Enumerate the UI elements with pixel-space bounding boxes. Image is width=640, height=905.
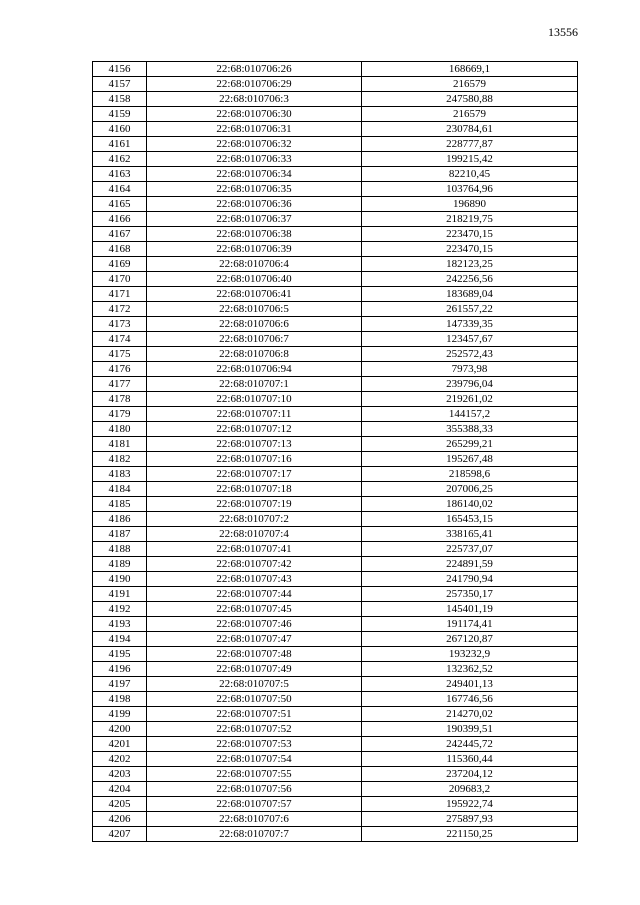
row-number-cell: 4193 <box>93 617 147 632</box>
table-row <box>93 767 578 782</box>
cadastral-value-cell: 193232,9 <box>362 647 578 662</box>
cadastral-value-cell: 230784,61 <box>362 122 578 137</box>
cadastral-value-cell: 225737,07 <box>362 542 578 557</box>
cadastral-value-cell: 242445,72 <box>362 737 578 752</box>
table-row <box>93 77 578 92</box>
cadastral-number-cell: 22:68:010706:32 <box>147 137 362 152</box>
table-row <box>93 302 578 317</box>
table-row <box>93 227 578 242</box>
row-number-cell: 4159 <box>93 107 147 122</box>
cadastral-number-cell: 22:68:010707:55 <box>147 767 362 782</box>
row-number-cell: 4192 <box>93 602 147 617</box>
table-row <box>93 62 578 77</box>
cadastral-number-cell: 22:68:010707:17 <box>147 467 362 482</box>
row-number-cell: 4196 <box>93 662 147 677</box>
table-row <box>93 782 578 797</box>
cadastral-number-cell: 22:68:010707:4 <box>147 527 362 542</box>
row-number-cell: 4177 <box>93 377 147 392</box>
row-number-cell: 4197 <box>93 677 147 692</box>
cadastral-value-cell: 221150,25 <box>362 827 578 842</box>
cadastral-number-cell: 22:68:010706:3 <box>147 92 362 107</box>
cadastral-number-cell: 22:68:010707:10 <box>147 392 362 407</box>
cadastral-value-cell: 196890 <box>362 197 578 212</box>
table-row <box>93 167 578 182</box>
cadastral-value-cell: 237204,12 <box>362 767 578 782</box>
row-number-cell: 4205 <box>93 797 147 812</box>
table-row <box>93 257 578 272</box>
table-row <box>93 662 578 677</box>
row-number-cell: 4204 <box>93 782 147 797</box>
row-number-cell: 4186 <box>93 512 147 527</box>
table-row <box>93 92 578 107</box>
cadastral-value-table <box>92 61 578 842</box>
cadastral-value-cell: 219261,02 <box>362 392 578 407</box>
row-number-cell: 4172 <box>93 302 147 317</box>
table-row <box>93 362 578 377</box>
row-number-cell: 4156 <box>93 62 147 77</box>
cadastral-number-cell: 22:68:010707:44 <box>147 587 362 602</box>
cadastral-value-cell: 261557,22 <box>362 302 578 317</box>
cadastral-value-cell: 199215,42 <box>362 152 578 167</box>
cadastral-value-cell: 265299,21 <box>362 437 578 452</box>
cadastral-number-cell: 22:68:010707:54 <box>147 752 362 767</box>
cadastral-value-cell: 241790,94 <box>362 572 578 587</box>
row-number-cell: 4163 <box>93 167 147 182</box>
table-row <box>93 677 578 692</box>
cadastral-number-cell: 22:68:010706:6 <box>147 317 362 332</box>
table-row <box>93 812 578 827</box>
cadastral-number-cell: 22:68:010706:36 <box>147 197 362 212</box>
cadastral-value-cell: 209683,2 <box>362 782 578 797</box>
cadastral-number-cell: 22:68:010706:34 <box>147 167 362 182</box>
row-number-cell: 4190 <box>93 572 147 587</box>
row-number-cell: 4206 <box>93 812 147 827</box>
cadastral-value-cell: 168669,1 <box>362 62 578 77</box>
row-number-cell: 4180 <box>93 422 147 437</box>
table-row <box>93 557 578 572</box>
row-number-cell: 4171 <box>93 287 147 302</box>
row-number-cell: 4170 <box>93 272 147 287</box>
cadastral-value-cell: 275897,93 <box>362 812 578 827</box>
cadastral-value-cell: 252572,43 <box>362 347 578 362</box>
row-number-cell: 4157 <box>93 77 147 92</box>
cadastral-value-cell: 115360,44 <box>362 752 578 767</box>
cadastral-value-cell: 355388,33 <box>362 422 578 437</box>
cadastral-value-cell: 191174,41 <box>362 617 578 632</box>
row-number-cell: 4187 <box>93 527 147 542</box>
cadastral-number-cell: 22:68:010707:50 <box>147 692 362 707</box>
cadastral-number-cell: 22:68:010706:8 <box>147 347 362 362</box>
cadastral-value-cell: 195267,48 <box>362 452 578 467</box>
row-number-cell: 4184 <box>93 482 147 497</box>
row-number-cell: 4166 <box>93 212 147 227</box>
cadastral-number-cell: 22:68:010707:42 <box>147 557 362 572</box>
cadastral-number-cell: 22:68:010707:7 <box>147 827 362 842</box>
cadastral-value-cell: 123457,67 <box>362 332 578 347</box>
cadastral-number-cell: 22:68:010707:49 <box>147 662 362 677</box>
table-row <box>93 182 578 197</box>
table-row <box>93 692 578 707</box>
cadastral-number-cell: 22:68:010706:30 <box>147 107 362 122</box>
cadastral-number-cell: 22:68:010706:35 <box>147 182 362 197</box>
cadastral-number-cell: 22:68:010707:45 <box>147 602 362 617</box>
table-row <box>93 722 578 737</box>
cadastral-number-cell: 22:68:010706:41 <box>147 287 362 302</box>
cadastral-value-cell: 216579 <box>362 77 578 92</box>
cadastral-number-cell: 22:68:010707:41 <box>147 542 362 557</box>
cadastral-number-cell: 22:68:010707:13 <box>147 437 362 452</box>
cadastral-number-cell: 22:68:010707:52 <box>147 722 362 737</box>
cadastral-number-cell: 22:68:010706:4 <box>147 257 362 272</box>
cadastral-value-cell: 147339,35 <box>362 317 578 332</box>
cadastral-value-cell: 182123,25 <box>362 257 578 272</box>
row-number-cell: 4169 <box>93 257 147 272</box>
row-number-cell: 4158 <box>93 92 147 107</box>
row-number-cell: 4191 <box>93 587 147 602</box>
row-number-cell: 4178 <box>93 392 147 407</box>
table-row <box>93 392 578 407</box>
row-number-cell: 4161 <box>93 137 147 152</box>
table-row <box>93 632 578 647</box>
table-row <box>93 482 578 497</box>
cadastral-value-cell: 186140,02 <box>362 497 578 512</box>
cadastral-value-cell: 145401,19 <box>362 602 578 617</box>
cadastral-number-cell: 22:68:010707:56 <box>147 782 362 797</box>
cadastral-value-cell: 242256,56 <box>362 272 578 287</box>
table-row <box>93 407 578 422</box>
row-number-cell: 4183 <box>93 467 147 482</box>
cadastral-value-cell: 267120,87 <box>362 632 578 647</box>
cadastral-number-cell: 22:68:010706:37 <box>147 212 362 227</box>
row-number-cell: 4176 <box>93 362 147 377</box>
row-number-cell: 4201 <box>93 737 147 752</box>
cadastral-value-cell: 190399,51 <box>362 722 578 737</box>
table-row <box>93 617 578 632</box>
table-row <box>93 527 578 542</box>
table-row <box>93 197 578 212</box>
cadastral-number-cell: 22:68:010707:57 <box>147 797 362 812</box>
row-number-cell: 4185 <box>93 497 147 512</box>
cadastral-value-cell: 183689,04 <box>362 287 578 302</box>
cadastral-number-cell: 22:68:010706:29 <box>147 77 362 92</box>
table-row <box>93 377 578 392</box>
table-row <box>93 452 578 467</box>
cadastral-value-cell: 103764,96 <box>362 182 578 197</box>
cadastral-value-cell: 338165,41 <box>362 527 578 542</box>
row-number-cell: 4162 <box>93 152 147 167</box>
row-number-cell: 4167 <box>93 227 147 242</box>
cadastral-number-cell: 22:68:010707:5 <box>147 677 362 692</box>
cadastral-value-cell: 218598,6 <box>362 467 578 482</box>
cadastral-number-cell: 22:68:010707:1 <box>147 377 362 392</box>
cadastral-value-cell: 207006,25 <box>362 482 578 497</box>
table-row <box>93 332 578 347</box>
cadastral-number-cell: 22:68:010706:39 <box>147 242 362 257</box>
table-row <box>93 497 578 512</box>
table-row <box>93 242 578 257</box>
cadastral-value-cell: 223470,15 <box>362 227 578 242</box>
row-number-cell: 4174 <box>93 332 147 347</box>
table-row <box>93 797 578 812</box>
table-row <box>93 122 578 137</box>
cadastral-number-cell: 22:68:010707:47 <box>147 632 362 647</box>
cadastral-number-cell: 22:68:010706:40 <box>147 272 362 287</box>
table-row <box>93 737 578 752</box>
cadastral-value-cell: 218219,75 <box>362 212 578 227</box>
row-number-cell: 4168 <box>93 242 147 257</box>
row-number-cell: 4173 <box>93 317 147 332</box>
table-row <box>93 512 578 527</box>
cadastral-number-cell: 22:68:010707:11 <box>147 407 362 422</box>
cadastral-number-cell: 22:68:010706:33 <box>147 152 362 167</box>
table-row <box>93 587 578 602</box>
row-number-cell: 4175 <box>93 347 147 362</box>
cadastral-value-cell: 82210,45 <box>362 167 578 182</box>
row-number-cell: 4160 <box>93 122 147 137</box>
cadastral-value-cell: 144157,2 <box>362 407 578 422</box>
cadastral-value-cell: 247580,88 <box>362 92 578 107</box>
page-number: 13556 <box>548 25 578 39</box>
table-row <box>93 137 578 152</box>
cadastral-value-cell: 132362,52 <box>362 662 578 677</box>
row-number-cell: 4182 <box>93 452 147 467</box>
table-row <box>93 752 578 767</box>
cadastral-value-cell: 195922,74 <box>362 797 578 812</box>
cadastral-number-cell: 22:68:010706:7 <box>147 332 362 347</box>
cadastral-value-cell: 7973,98 <box>362 362 578 377</box>
table-row <box>93 647 578 662</box>
table-row <box>93 107 578 122</box>
cadastral-number-cell: 22:68:010707:6 <box>147 812 362 827</box>
row-number-cell: 4202 <box>93 752 147 767</box>
cadastral-value-cell: 165453,15 <box>362 512 578 527</box>
row-number-cell: 4203 <box>93 767 147 782</box>
cadastral-number-cell: 22:68:010707:2 <box>147 512 362 527</box>
table-row <box>93 152 578 167</box>
row-number-cell: 4195 <box>93 647 147 662</box>
table-row <box>93 602 578 617</box>
table-row <box>93 212 578 227</box>
table-body <box>93 62 578 842</box>
cadastral-value-cell: 257350,17 <box>362 587 578 602</box>
cadastral-number-cell: 22:68:010707:51 <box>147 707 362 722</box>
cadastral-value-cell: 216579 <box>362 107 578 122</box>
cadastral-number-cell: 22:68:010706:94 <box>147 362 362 377</box>
row-number-cell: 4188 <box>93 542 147 557</box>
cadastral-number-cell: 22:68:010707:53 <box>147 737 362 752</box>
cadastral-value-cell: 249401,13 <box>362 677 578 692</box>
row-number-cell: 4164 <box>93 182 147 197</box>
table-row <box>93 572 578 587</box>
table-row <box>93 827 578 842</box>
table-row <box>93 707 578 722</box>
cadastral-number-cell: 22:68:010707:18 <box>147 482 362 497</box>
cadastral-number-cell: 22:68:010706:5 <box>147 302 362 317</box>
cadastral-value-cell: 228777,87 <box>362 137 578 152</box>
table-row <box>93 272 578 287</box>
row-number-cell: 4165 <box>93 197 147 212</box>
cadastral-value-cell: 167746,56 <box>362 692 578 707</box>
table-row <box>93 317 578 332</box>
cadastral-number-cell: 22:68:010706:38 <box>147 227 362 242</box>
cadastral-number-cell: 22:68:010707:48 <box>147 647 362 662</box>
table-row <box>93 422 578 437</box>
row-number-cell: 4189 <box>93 557 147 572</box>
table-row <box>93 542 578 557</box>
cadastral-value-cell: 224891,59 <box>362 557 578 572</box>
table-row <box>93 347 578 362</box>
cadastral-number-cell: 22:68:010707:16 <box>147 452 362 467</box>
table-row <box>93 467 578 482</box>
row-number-cell: 4200 <box>93 722 147 737</box>
table-row <box>93 437 578 452</box>
cadastral-number-cell: 22:68:010707:46 <box>147 617 362 632</box>
cadastral-number-cell: 22:68:010706:26 <box>147 62 362 77</box>
cadastral-number-cell: 22:68:010706:31 <box>147 122 362 137</box>
cadastral-number-cell: 22:68:010707:43 <box>147 572 362 587</box>
table-row <box>93 287 578 302</box>
cadastral-value-cell: 223470,15 <box>362 242 578 257</box>
row-number-cell: 4199 <box>93 707 147 722</box>
cadastral-number-cell: 22:68:010707:12 <box>147 422 362 437</box>
cadastral-value-cell: 214270,02 <box>362 707 578 722</box>
row-number-cell: 4194 <box>93 632 147 647</box>
cadastral-number-cell: 22:68:010707:19 <box>147 497 362 512</box>
row-number-cell: 4207 <box>93 827 147 842</box>
row-number-cell: 4181 <box>93 437 147 452</box>
row-number-cell: 4179 <box>93 407 147 422</box>
row-number-cell: 4198 <box>93 692 147 707</box>
cadastral-value-cell: 239796,04 <box>362 377 578 392</box>
